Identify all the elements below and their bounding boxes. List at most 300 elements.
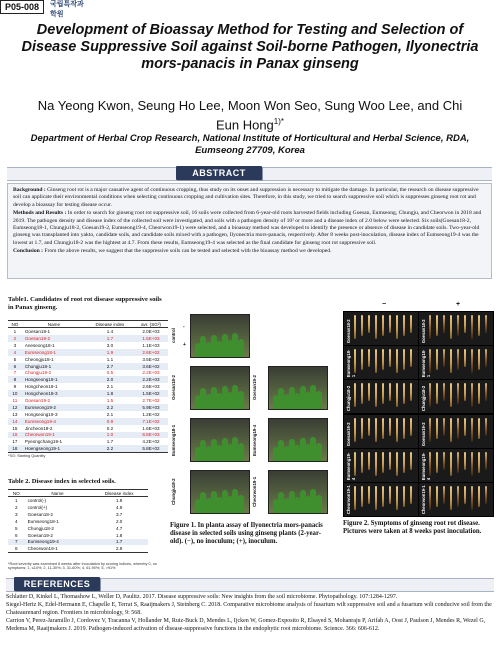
row-number: 10 <box>8 390 22 397</box>
ginseng-root <box>389 418 391 436</box>
ginseng-root <box>443 383 445 401</box>
ginseng-root <box>485 349 487 367</box>
fig1-label-control: control <box>171 328 176 344</box>
table-row <box>8 356 168 363</box>
table-row <box>8 349 168 356</box>
disease-index: 3.0 <box>106 342 114 348</box>
ginseng-root <box>450 315 452 339</box>
soil-name: Goesan18-1 <box>24 329 51 335</box>
disease-index: 2.2 <box>86 404 134 411</box>
disease-index: 2.1 <box>106 384 114 390</box>
table2-title: Table 2. Disease index in selected soils. <box>8 478 116 485</box>
table-row <box>8 390 168 397</box>
ginseng-root <box>382 315 384 336</box>
row-number: 1 <box>15 498 18 504</box>
table-row <box>8 383 168 390</box>
disease-index: 0.2 <box>106 425 114 431</box>
ginseng-root <box>389 486 391 504</box>
root-photo <box>418 414 494 449</box>
soil-name: Cheorwon19-1 <box>22 432 86 439</box>
disease-index: 1.5 <box>106 398 114 404</box>
abstract-conclusion <box>13 248 486 255</box>
disease-index: 2.1 <box>106 411 114 417</box>
table-row <box>8 404 168 411</box>
ginseng-root <box>368 383 370 401</box>
soil-name: Chungju18-2 <box>24 370 52 376</box>
row-number: 11 <box>12 398 18 404</box>
ginseng-root <box>354 315 356 339</box>
ginseng-root <box>457 315 459 336</box>
row-number: 7 <box>13 370 17 376</box>
ginseng-root <box>464 383 466 401</box>
soil-name: Pyeongchang19-1 <box>24 439 63 445</box>
root-photo <box>418 448 494 483</box>
soil-name: Goesan18-2 <box>27 511 53 517</box>
soil-name: Hongcheon18-1 <box>24 384 58 390</box>
ginseng-root <box>368 315 370 333</box>
conclusion-text: From the above results, we suggest that the suppressive soils can be tested and selected with the bioassay method we developed. <box>44 248 332 255</box>
author-names: Na Yeong Kwon, Seung Ho Lee, Moon Won Seo, Sung Woo Lee, and Chi Eun Hong <box>37 98 463 133</box>
ginseng-root <box>375 418 377 442</box>
soil-name: Chungju18-1 <box>22 363 86 370</box>
ginseng-root <box>403 486 405 507</box>
table1-header-3: avr. (SG²) <box>134 321 168 328</box>
table-row <box>8 335 168 342</box>
ginseng-root <box>457 452 459 473</box>
table-row <box>8 376 168 383</box>
ginseng-root <box>382 452 384 473</box>
table1-title: Table1. Candidates of root rot disease suppressive soils in Panax ginseng. <box>8 296 162 311</box>
table-row <box>8 370 168 377</box>
ginseng-root <box>403 349 405 370</box>
abstract-box <box>7 183 492 279</box>
ginseng-root <box>485 452 487 470</box>
soil-name: Hongseong19-3 <box>24 411 58 417</box>
soil-name: Goesan19-2 <box>27 532 53 538</box>
disease-index: 4.9 <box>115 505 123 511</box>
table-row <box>8 504 148 511</box>
root-row-label: Eumseong18-1 <box>421 349 431 378</box>
row-number: 6 <box>8 363 22 370</box>
ginseng-root <box>375 383 377 407</box>
table-row <box>8 418 168 425</box>
root-row-label: Eumseong19-4 <box>346 452 356 480</box>
table1-note: *SG: Starting Quantity <box>8 454 46 458</box>
plant-leaf <box>238 339 244 357</box>
table-row <box>8 411 168 418</box>
ginseng-root <box>361 349 363 370</box>
ginseng-root <box>361 383 363 404</box>
ginseng-root <box>471 452 473 476</box>
ginseng-root <box>354 383 356 407</box>
references-list <box>6 593 494 633</box>
table-row <box>8 445 168 452</box>
row-number: 3 <box>13 342 17 348</box>
ginseng-root <box>464 486 466 504</box>
fig1-photo-eumseong18-1 <box>190 418 250 462</box>
root-photo <box>418 482 494 517</box>
ginseng-root <box>429 418 431 442</box>
figure2-caption <box>343 520 493 536</box>
table1 <box>8 320 168 453</box>
figure1-caption-text: Figure 1. In planta assay of Ilyonectria mors-panacis disease in selected soils using ginseng plants (2-year-old). (−), no inoculum; (+), inoculum. <box>170 522 323 546</box>
ginseng-root <box>443 452 445 470</box>
methods-label: Methods and Results : <box>13 210 67 217</box>
ginseng-root <box>457 418 459 439</box>
table1-header-1: Name <box>22 321 86 328</box>
disease-index: 2.9 <box>90 545 148 552</box>
ginseng-root <box>485 486 487 504</box>
disease-index: 1.0 <box>86 432 134 439</box>
plant-leaf <box>316 495 322 513</box>
root-photo <box>343 448 419 483</box>
pathogen-density: 1.6E+03 <box>142 425 160 431</box>
abstract-background <box>13 187 486 209</box>
background-text: Ginseng root rot is a major causative agent of continuous cropping, thus study on its onset and suppression is necessary to mitigate the damage. In particular, the research on disease suppressive soil can applicate their environmental conditions when selecting continuous cropping and cultivation sites. Therefore, in this study, we tried to search suppressive soil which is suppresses ginseng root rot and develop a bioassay for testing disease occur. <box>13 187 479 208</box>
figure1-caption <box>170 522 330 547</box>
row-number: 1 <box>13 329 17 335</box>
disease-index: 1.7 <box>106 439 114 445</box>
ginseng-root <box>410 383 412 401</box>
row-number: 3 <box>15 511 18 517</box>
root-photo <box>418 311 494 346</box>
ginseng-root <box>464 418 466 436</box>
ginseng-root <box>457 383 459 404</box>
author-superscript: 1)* <box>273 117 285 126</box>
references-heading: REFERENCES <box>14 577 100 591</box>
table2-header-2: Disease index <box>90 490 148 497</box>
ginseng-root <box>361 315 363 336</box>
reference-item: Carrion V, Perez-Jaramillo J, Cordovez V, Tracanna V, Hollander M, Ruiz-Buck D, Mendes L, Ijcken W, Gomez-Exposito R, Elsayed S, Mohanraju P, Arifah A, Oost J, Paulson J, Mendes R, Wezel G, Medema M, Raaijmakers J. 2019. Pathogen-induced activation of disease-suppressive functions in the endophytic root microbiome. Science. 366: 606-612. <box>6 618 486 632</box>
ginseng-root <box>396 315 398 339</box>
reference-item: Schlatter D, Kinkel L, Thomashow L, Weller D, Paulitz. 2017. Disease suppressive soils: New insights from the soil microbiome. Phytopathology. 107:1284-1297. <box>6 594 398 600</box>
root-row-label: Goesan19-2 <box>421 421 426 446</box>
ginseng-root <box>396 452 398 476</box>
background-label: Background : <box>13 187 46 193</box>
soil-name: Eumseong19-2 <box>22 404 86 411</box>
row-number: 6 <box>15 532 18 538</box>
table1-header-0: NO <box>8 321 22 328</box>
ginseng-root <box>457 486 459 507</box>
ginseng-root <box>403 315 405 336</box>
ginseng-root <box>485 418 487 436</box>
soil-name: control(-) <box>27 498 46 504</box>
root-photo <box>343 414 419 449</box>
ginseng-root <box>368 349 370 367</box>
pathogen-density: 2.6E+03 <box>142 384 160 390</box>
disease-index: 2.0 <box>115 518 123 524</box>
plant-leaf <box>238 495 244 513</box>
row-number: 8 <box>8 376 22 383</box>
ginseng-root <box>389 315 391 333</box>
fig1-mark-plus: + <box>183 342 186 348</box>
soil-name: Eumseong19-4 <box>22 418 86 425</box>
soil-name: Aneseong18-1 <box>24 342 55 348</box>
pathogen-density: 5.8E+02 <box>134 445 168 452</box>
author-list <box>30 98 470 133</box>
ginseng-root <box>450 383 452 407</box>
disease-index: 0.9 <box>86 418 134 425</box>
ginseng-root <box>478 383 480 404</box>
ginseng-root <box>410 486 412 504</box>
fig1-photo-cheorwon19-1 <box>268 470 328 514</box>
soil-name: Cheongju18-1 <box>24 356 54 362</box>
poster-id-badge: P05-008 <box>0 0 44 14</box>
ginseng-root <box>382 418 384 439</box>
figure2-col-mark-plus: + <box>456 301 461 308</box>
ginseng-root <box>389 383 391 401</box>
plant-leaf <box>316 443 322 461</box>
table-row <box>8 425 168 432</box>
ginseng-root <box>471 486 473 510</box>
soil-name: control(+) <box>27 505 48 511</box>
disease-index: 4.7 <box>115 525 123 531</box>
fig1-label-eumseong18-1: Eumseong18-1 <box>171 424 176 456</box>
pathogen-density: 7.1E+02 <box>134 418 168 425</box>
ginseng-root <box>361 486 363 507</box>
ginseng-root <box>450 418 452 442</box>
fig1-photo-chungju18-2 <box>190 470 250 514</box>
ginseng-root <box>443 315 445 333</box>
row-number: 4 <box>8 349 22 356</box>
figure2-col-mark-minus: − <box>382 301 387 308</box>
disease-index: 1.9 <box>86 349 134 356</box>
figure1-panel <box>170 312 330 520</box>
poster-title: Development of Bioassay Method for Testing and Selection of Disease Suppressive Soil against Soil-borne Pathogen, Ilyonectria mors-panacis in Panax ginseng <box>21 22 479 72</box>
pathogen-density: 2.7E+02 <box>142 398 160 404</box>
ginseng-root <box>410 418 412 436</box>
table-row <box>8 539 148 546</box>
table2-header-1: Name <box>25 490 91 497</box>
ginseng-root <box>403 383 405 404</box>
ginseng-root <box>382 486 384 507</box>
pathogen-density: 2.6E+02 <box>134 349 168 356</box>
table2-header-0: NO <box>8 490 25 497</box>
row-number: 15 <box>12 425 18 431</box>
table-row <box>8 363 168 370</box>
pathogen-density: 2.2E+03 <box>134 376 168 383</box>
disease-index: 1.8 <box>115 498 123 504</box>
ginseng-root <box>429 315 431 339</box>
conclusion-label: Conclusion : <box>13 248 43 255</box>
soil-name: Hongseong18-1 <box>22 376 86 383</box>
disease-index: 2.7 <box>86 363 134 370</box>
root-row-label: Chungju18-2 <box>346 386 351 412</box>
affiliation: Department of Herbal Crop Research, National Institute of Horticultural and Herbal Science, RDA, Eumseong 27709, Korea <box>30 133 470 156</box>
disease-index: 1.1 <box>106 356 114 362</box>
ginseng-root <box>464 349 466 367</box>
ginseng-root <box>368 452 370 470</box>
soil-name: Eumseong18-1 <box>27 518 59 524</box>
ginseng-root <box>368 418 370 436</box>
pathogen-density: 3.6E+02 <box>134 363 168 370</box>
disease-index: 1.8 <box>115 532 123 538</box>
methods-text: In order to search for ginseng root rot suppressive soil, 16 soils were collected from 6-year-old roots harvested fields including Goesan, Eumseong, Chungju, and Cheorwon in 2018 and 2019. The pathogen density and disease index of the collected soil were investigated, and soils with a pathogen density of 10² or more and a disease index of 2.0 below were selected. Six soils(Goesan18-2, Eumseong18-1, Chungju18-2, Goesan19-2, Eumseong19-4, Cheorwon19-1) were selected, and a bioassay method was developed to identify the presence or absence of disease in candidate soils. Two-year-old ginseng was transplanted into yakto, candidate soils, and candidate soils mixed with a pathogen, Ilyonectria mors-panacis, respectively. After 8 weeks post-inoculation, disease index of Eumseong19-4 was the lowest at 1.7, and Chungju18-2 was the hightest at 4.7. From these results, Eumseong19-4 was selected as the final candidate for ginseng root rot suppressive soil. <box>13 210 482 246</box>
ginseng-root <box>410 349 412 367</box>
pathogen-density: 4.2E+02 <box>142 439 160 445</box>
row-number: 12 <box>8 404 22 411</box>
ginseng-root <box>478 452 480 473</box>
row-number: 13 <box>12 411 18 417</box>
ginseng-root <box>389 452 391 470</box>
row-number: 7 <box>8 539 25 546</box>
ginseng-root <box>443 418 445 436</box>
table-row <box>8 518 148 525</box>
fig1-photo-control <box>190 314 250 358</box>
ginseng-root <box>436 383 438 404</box>
root-row-label: Goesan19-2 <box>346 421 351 446</box>
ginseng-root <box>464 315 466 333</box>
ginseng-root <box>410 452 412 470</box>
pathogen-density: 1.2E+02 <box>142 411 160 417</box>
table-row <box>8 432 168 439</box>
root-row-label: Eumseong19-4 <box>421 452 431 480</box>
soil-name: Chungju18-2 <box>27 525 54 531</box>
row-number: 18 <box>8 445 22 452</box>
ginseng-root <box>436 452 438 473</box>
row-number: 16 <box>8 432 22 439</box>
root-photo <box>418 379 494 414</box>
ginseng-root <box>471 383 473 407</box>
ginseng-root <box>436 349 438 370</box>
fig1-label-cheorwon19-1: Cheorwon19-1 <box>252 476 257 508</box>
pathogen-density: 1.5E+03 <box>134 335 168 342</box>
row-number: 2 <box>15 505 18 511</box>
ginseng-root <box>464 452 466 470</box>
table2-note: *Root severity was examined 8 weeks after inoculation by scoring indices, whereby 0, no symptoms; 1, ≤10%; 2, 11-30%; 3, 31-60%; 4, 61-90%; 5, >91% <box>8 562 157 570</box>
table2 <box>8 489 148 553</box>
soil-name: Hongcheon18-3 <box>22 390 86 397</box>
ginseng-root <box>485 383 487 401</box>
soil-name: Cheorwon19-1 <box>25 545 91 552</box>
ginseng-root <box>375 349 377 373</box>
row-number: 8 <box>8 545 25 552</box>
disease-index: 0.5 <box>106 370 114 376</box>
ginseng-root <box>403 452 405 473</box>
disease-index: 1.7 <box>90 539 148 546</box>
ginseng-root <box>450 486 452 510</box>
ginseng-root <box>396 486 398 510</box>
root-photo <box>343 345 419 380</box>
ginseng-root <box>354 418 356 442</box>
root-photo <box>343 482 419 517</box>
figure2-panel <box>343 311 493 516</box>
soil-name: Eumseong19-4 <box>25 539 91 546</box>
ginseng-root <box>443 486 445 504</box>
table1-header-2: Disease index <box>86 321 134 328</box>
ginseng-root <box>471 315 473 339</box>
disease-index: 2.0 <box>86 376 134 383</box>
plant-leaf <box>316 391 322 409</box>
table-row <box>8 397 168 404</box>
figure2-caption-text: Figure 2. Symptoms of ginseng root rot disease. Pictures were taken at 8 weeks post inoculation. <box>343 520 482 536</box>
soil-name: Jincheon19-2 <box>24 425 53 431</box>
pathogen-density: 2.0E+03 <box>142 329 160 335</box>
ginseng-root <box>471 349 473 373</box>
fig1-label-eumseong19-4: Eumseong19-4 <box>252 424 257 456</box>
fig1-mark-minus: - <box>183 324 185 330</box>
ginseng-root <box>396 349 398 373</box>
ginseng-root <box>382 349 384 370</box>
soil-name: Goesan18-2 <box>22 335 86 342</box>
disease-index: 2.2 <box>86 445 134 452</box>
plant-leaf <box>238 391 244 409</box>
root-photo <box>418 345 494 380</box>
ginseng-root <box>429 486 431 510</box>
ginseng-root <box>375 486 377 510</box>
root-row-label: Goesan18-2 <box>421 319 426 344</box>
fig1-photo-goesan18-2 <box>190 366 250 410</box>
table-row <box>8 545 148 552</box>
fig1-label-chungju18-2: Chungju18-2 <box>171 478 176 506</box>
ginseng-root <box>478 349 480 370</box>
ginseng-root <box>396 418 398 442</box>
root-row-label: Cheorwon19-1 <box>346 485 351 514</box>
fig1-photo-goesan19-2 <box>268 366 328 410</box>
pathogen-density: 1.1E+03 <box>142 342 160 348</box>
ginseng-root <box>389 349 391 367</box>
fig1-label-goesan18-2: Goesan18-2 <box>171 375 176 401</box>
ginseng-root <box>361 418 363 439</box>
pathogen-density: 1.5E+02 <box>134 390 168 397</box>
ginseng-root <box>485 315 487 333</box>
pathogen-density: 6.8E+03 <box>134 432 168 439</box>
ginseng-root <box>396 383 398 407</box>
table-row <box>8 497 148 504</box>
row-number: 4 <box>15 518 18 524</box>
ginseng-root <box>368 486 370 504</box>
root-row-label: Goesan18-2 <box>346 319 351 344</box>
row-number: 17 <box>12 439 18 445</box>
abstract-methods <box>13 210 486 247</box>
row-number: 14 <box>8 418 22 425</box>
disease-index: 3.7 <box>115 511 123 517</box>
ginseng-root <box>443 349 445 367</box>
soil-name: Eumseong18-1 <box>22 349 86 356</box>
table-row <box>8 342 168 349</box>
ginseng-root <box>471 418 473 442</box>
root-row-label: Eumseong18-1 <box>346 349 356 378</box>
disease-index: 1.8 <box>86 390 134 397</box>
ginseng-root <box>410 315 412 333</box>
table-row <box>8 438 168 445</box>
reference-item: Siegel-Hertz K, Edel-Hermann E, Chapelle E, Terrat S, Raaijmakers J, Steinberg C. 2018. Comparative microbiome analysis of fusarium wilt suppressive soil and a fusarium wilt conducive soil from the Chateaurenard region. Frontiers in microbiology, 9: 568. <box>6 602 492 616</box>
soil-name: Hoengseong19-1 <box>22 445 86 452</box>
abstract-heading: ABSTRACT <box>176 166 262 180</box>
pathogen-density: 3.5E+02 <box>142 356 160 362</box>
fig1-photo-eumseong19-4 <box>268 418 328 462</box>
ginseng-root <box>403 418 405 439</box>
row-number: 5 <box>15 525 18 531</box>
disease-index: 1.4 <box>106 329 114 335</box>
fig1-label-goesan19-2: Goesan19-2 <box>252 375 257 401</box>
ginseng-root <box>478 418 480 439</box>
plant-leaf <box>238 443 244 461</box>
table-row <box>8 525 148 532</box>
disease-index: 1.7 <box>86 335 134 342</box>
root-photo <box>343 311 419 346</box>
root-row-label: Cheorwon19-1 <box>421 485 426 514</box>
row-number: 9 <box>13 384 17 390</box>
ginseng-root <box>436 418 438 439</box>
pathogen-density: 2.2E+03 <box>142 370 160 376</box>
table-row <box>8 532 148 539</box>
soil-name: Goesan19-2 <box>24 398 51 404</box>
root-photo <box>343 379 419 414</box>
row-number: 2 <box>8 335 22 342</box>
ginseng-root <box>354 486 356 510</box>
ginseng-root <box>478 315 480 336</box>
